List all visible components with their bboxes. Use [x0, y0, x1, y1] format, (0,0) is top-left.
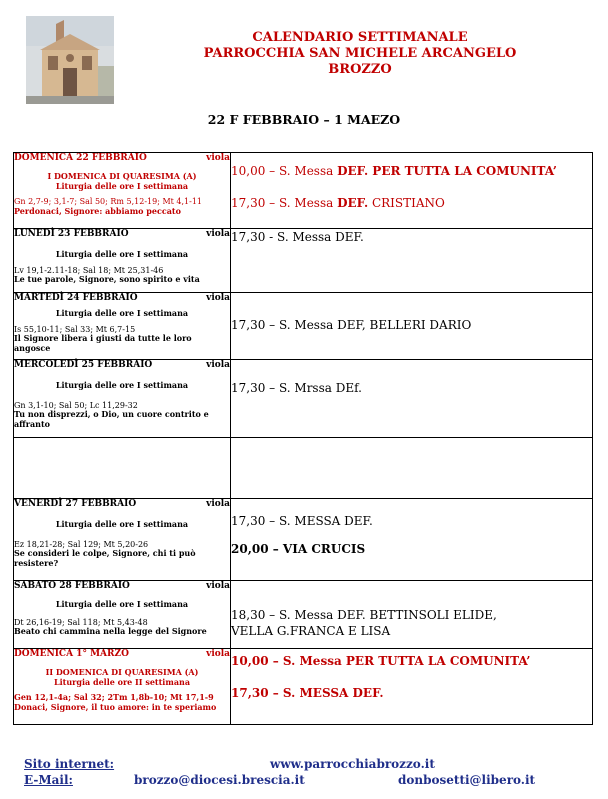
day-heading: VENERDÌ 27 FEBBRAIO viola	[14, 499, 230, 509]
day-info	[14, 153, 231, 229]
event-line: 20,00 – VIA CRUCIS	[231, 542, 366, 556]
day-heading: DOMENICA 1° MARZO viola	[14, 649, 230, 659]
liturgy-hours: Liturgia delle ore I settimana	[55, 519, 189, 529]
readings: Ez 18,21-28; Sal 129; Mt 5,20-26	[14, 539, 149, 549]
readings: Gn 3,1-10; Sal 50; Lc 11,29-32	[14, 400, 138, 410]
mass-line: 10,00 – S. Messa DEF. PER TUTTA LA COMUNITA’	[231, 164, 557, 178]
mass-line: 17,30 – S. Messa DEF. CRISTIANO	[231, 196, 445, 210]
liturgy-hours: Liturgia delle ore I settimana	[55, 599, 189, 609]
mass-line: 17,30 – S. MESSA DEF.	[231, 514, 373, 528]
mass-line: 10,00 – S. Messa PER TUTTA LA COMUNITA’	[231, 654, 531, 668]
liturgy-hours: Liturgia delle ore I settimana	[55, 249, 189, 259]
mass-line: 18,30 – S. Messa DEF. BETTINSOLI ELIDE,	[231, 608, 497, 622]
readings: Gen 12,1-4a; Sal 32; 2Tm 1,8b-10; Mt 17,1-9	[14, 692, 214, 702]
day-info	[14, 229, 231, 293]
email-link-priest[interactable]: donbosetti@libero.it	[398, 773, 536, 787]
header-title: CALENDARIO SETTIMANALE	[252, 30, 468, 45]
mass-schedule	[231, 499, 593, 581]
readings: Lv 19,1-2.11-18; Sal 18; Mt 25,31-46	[14, 265, 164, 275]
mass-line: 17,30 – S. Messa DEF, BELLERI DARIO	[231, 318, 472, 332]
psalm-response: Tu non disprezzi, o Dio, un cuore contrito e affranto	[14, 409, 209, 429]
liturgy-hours: Liturgia delle ore II settimana	[54, 676, 190, 687]
liturgical-color: viola	[206, 581, 230, 591]
psalm-response: Beato chi cammina nella legge del Signore	[14, 626, 207, 636]
readings: Is 55,10-11; Sal 33; Mt 6,7-15	[14, 324, 136, 334]
liturgical-color: viola	[206, 293, 230, 303]
mass-schedule	[231, 229, 593, 293]
day-info	[14, 293, 231, 360]
mass-schedule	[231, 649, 593, 725]
day-heading: DOMENICA 22 FEBBRAIO viola	[14, 153, 230, 163]
liturgical-color: viola	[206, 649, 230, 659]
day-heading: LUNEDÌ 23 FEBBRAIO viola	[14, 229, 230, 239]
header-town: BROZZO	[328, 62, 392, 77]
day-info	[14, 499, 231, 581]
liturgy-hours: Liturgia delle ore I settimana	[55, 308, 189, 318]
liturgical-color: viola	[206, 499, 230, 509]
table-row	[14, 153, 593, 229]
footer-mail-row	[24, 773, 536, 787]
psalm-response: Le tue parole, Signore, sono spirito e vita	[14, 274, 200, 284]
feast-title: II DOMENICA DI QUARESIMA (A)	[45, 667, 199, 677]
psalm-response: Il Signore libera i giusti da tutte le loro angosce	[14, 333, 192, 353]
liturgy-hours: Liturgia delle ore I settimana	[55, 180, 189, 191]
mass-schedule-empty	[231, 438, 593, 499]
email-link-diocese[interactable]: brozzo@diocesi.brescia.it	[134, 773, 305, 787]
psalm-response: Perdonaci, Signore: abbiamo peccato	[14, 205, 181, 216]
table-row	[14, 229, 593, 293]
table-row	[14, 499, 593, 581]
day-heading: SABATO 28 FEBBRAIO viola	[14, 581, 230, 591]
day-info	[14, 649, 231, 725]
day-info	[14, 360, 231, 438]
feast-title: I DOMENICA DI QUARESIMA (A)	[47, 171, 197, 181]
site-label: Sito internet:	[24, 757, 115, 771]
email-label: E-Mail:	[24, 773, 73, 787]
liturgy-hours: Liturgia delle ore I settimana	[55, 380, 189, 390]
table-row	[14, 438, 593, 499]
mass-line: VELLA G.FRANCA E LISA	[231, 624, 391, 638]
liturgical-color: viola	[206, 360, 230, 370]
day-heading: MERCOLEDÌ 25 FEBBRAIO viola	[14, 360, 230, 370]
mass-line: 17,30 - S. Messa DEF.	[231, 230, 364, 244]
header-parish: PARROCCHIA SAN MICHELE ARCANGELO	[203, 46, 517, 61]
mass-schedule	[231, 581, 593, 649]
table-row	[14, 360, 593, 438]
church-photo	[26, 16, 114, 104]
table-row	[14, 581, 593, 649]
readings: Dt 26,16-19; Sal 118; Mt 5,43-48	[14, 617, 148, 627]
psalm-response: Donaci, Signore, il tuo amore: in te speriamo	[14, 701, 217, 712]
footer-site-row	[24, 757, 435, 771]
liturgical-color: viola	[206, 229, 230, 239]
mass-schedule	[231, 293, 593, 360]
day-info	[14, 581, 231, 649]
liturgical-color: viola	[206, 153, 230, 163]
day-heading: MARTEDÌ 24 FEBBRAIO viola	[14, 293, 230, 303]
week-range: 22 F FEBBRAIO – 1 MAEZO	[207, 112, 401, 127]
readings: Gn 2,7-9; 3,1-7; Sal 50; Rm 5,12-19; Mt 4,1-11	[14, 197, 203, 206]
site-link[interactable]: www.parrocchiabrozzo.it	[270, 757, 435, 771]
weekly-calendar-table	[13, 152, 593, 725]
table-row	[14, 649, 593, 725]
table-row	[14, 293, 593, 360]
mass-schedule	[231, 360, 593, 438]
mass-line: 17,30 – S. Mrssa DEf.	[231, 381, 362, 395]
psalm-response: Se consideri le colpe, Signore, chi ti può resistere?	[14, 548, 196, 568]
day-info-empty	[14, 438, 231, 499]
mass-schedule	[231, 153, 593, 229]
mass-line: 17,30 – S. MESSA DEF.	[231, 686, 384, 700]
